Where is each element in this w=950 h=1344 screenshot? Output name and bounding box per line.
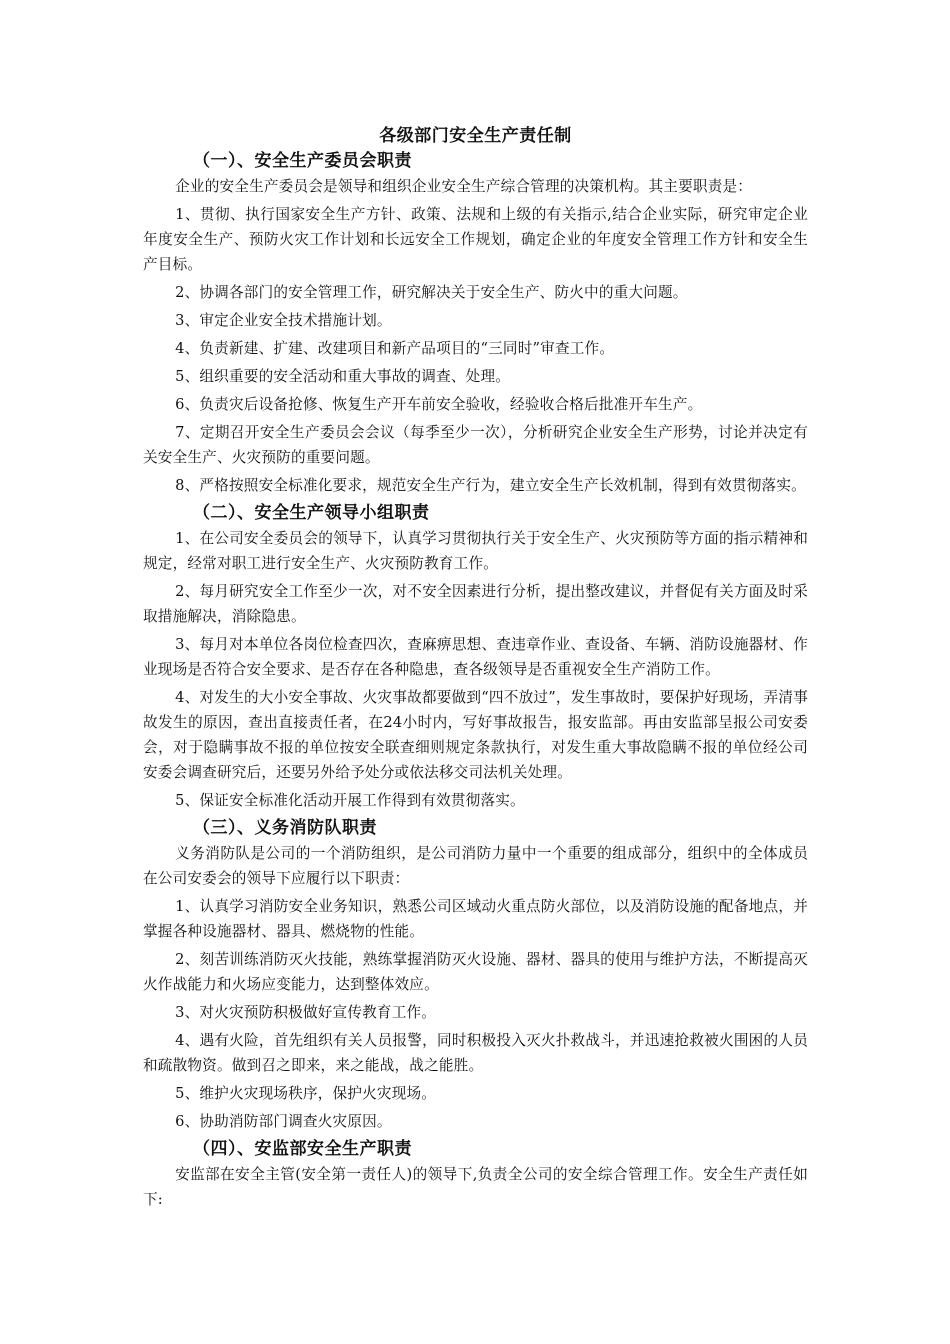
section-heading: （四）、安监部安全生产职责: [193, 1139, 412, 1159]
paragraph: 5、维护火灾现场秩序，保护火灾现场。: [175, 1085, 437, 1102]
paragraph: 1、贯彻、执行国家安全生产方针、政策、法规和上级的有关指示,结合企业实际，研究审定企业年度安全生产、预防火灾工作计划和长远安全工作规划，确定企业的年度安全管理工作方针和安全生产目标。: [143, 206, 808, 273]
section-heading: （一）、安全生产委员会职责: [193, 151, 412, 171]
document-section: [143, 501, 808, 813]
document-section: [143, 149, 808, 498]
paragraph: 1、在公司安全委员会的领导下，认真学习贯彻执行关于安全生产、火灾预防等方面的指示精神和规定，经常对职工进行安全生产、火灾预防教育工作。: [143, 530, 808, 572]
paragraph: 6、负责灾后设备抢修、恢复生产开车前安全验收，经验收合格后批准开车生产。: [175, 396, 703, 413]
paragraph: 2、每月研究安全工作至少一次，对不安全因素进行分析，提出整改建议，并督促有关方面及时采取措施解决，消除隐患。: [143, 583, 808, 625]
paragraph: 2、协调各部门的安全管理工作，研究解决关于安全生产、防火中的重大问题。: [175, 284, 688, 301]
paragraph: 义务消防队是公司的一个消防组织，是公司消防力量中一个重要的组成部分，组织中的全体成员在公司安委会的领导下应履行以下职责：: [143, 845, 808, 887]
paragraph: 2、刻苦训练消防灭火技能，熟练掌握消防灭火设施、器材、器具的使用与维护方法，不断提高灭火作战能力和火场应变能力，达到整体效应。: [143, 951, 808, 993]
section-heading: （二）、安全生产领导小组职责: [193, 503, 430, 523]
document-section: [143, 1137, 808, 1212]
document-body: [143, 120, 808, 1215]
paragraph: 1、认真学习消防安全业务知识，熟悉公司区域动火重点防火部位，以及消防设施的配备地点，并掌握各种设施器材、器具、燃烧物的性能。: [143, 898, 808, 940]
section-heading: （三）、义务消防队职责: [193, 818, 377, 838]
paragraph: 5、保证安全标准化活动开展工作得到有效贯彻落实。: [175, 792, 525, 809]
paragraph: 4、对发生的大小安全事故、火灾事故都要做到“四不放过”，发生事故时，要保护好现场，弄清事故发生的原因，查出直接责任者，在24小时内，写好事故报告，报安监部。再由安监部呈报公司安委会，对于隐瞒事故不报的单位按安全联查细则规定条款执行，对发生重大事故隐瞒不报的单位经公司安委会调查研究后，还要另外给予处分或依法移交司法机关处理。: [143, 689, 808, 781]
paragraph: 企业的安全生产委员会是领导和组织企业安全生产综合管理的决策机构。其主要职责是：: [175, 178, 753, 195]
sections-container: [143, 149, 808, 1212]
paragraph: 安监部在安全主管(安全第一责任人)的领导下,负责全公司的安全综合管理工作。安全生产责任如下:: [143, 1166, 808, 1208]
paragraph: 8、严格按照安全标准化要求，规范安全生产行为，建立安全生产长效机制，得到有效贯彻落实。: [175, 477, 806, 494]
paragraph: 3、审定企业安全技术措施计划。: [175, 312, 392, 329]
paragraph: 5、组织重要的安全活动和重大事故的调查、处理。: [175, 368, 511, 385]
document-section: [143, 816, 808, 1134]
document-title: 各级部门安全生产责任制: [379, 126, 572, 146]
paragraph: 4、负责新建、扩建、改建项目和新产品项目的“三同时”审查工作。: [175, 340, 615, 357]
paragraph: 3、每月对本单位各岗位检查四次，查麻痹思想、查违章作业、查设备、车辆、消防设施器材、作业现场是否符合安全要求、是否存在各种隐患，查各级领导是否重视安全生产消防工作。: [143, 636, 808, 678]
paragraph: 3、对火灾预防积极做好宣传教育工作。: [175, 1004, 437, 1021]
paragraph: 6、协助消防部门调查火灾原因。: [175, 1113, 392, 1130]
paragraph: 4、遇有火险，首先组织有关人员报警，同时积极投入灭火扑救战斗，并迅速抢救被火围困的人员和疏散物资。做到召之即来，来之能战，战之能胜。: [143, 1032, 808, 1074]
paragraph: 7、定期召开安全生产委员会会议（每季至少一次），分析研究企业安全生产形势，讨论并决定有关安全生产、火灾预防的重要问题。: [143, 424, 808, 466]
